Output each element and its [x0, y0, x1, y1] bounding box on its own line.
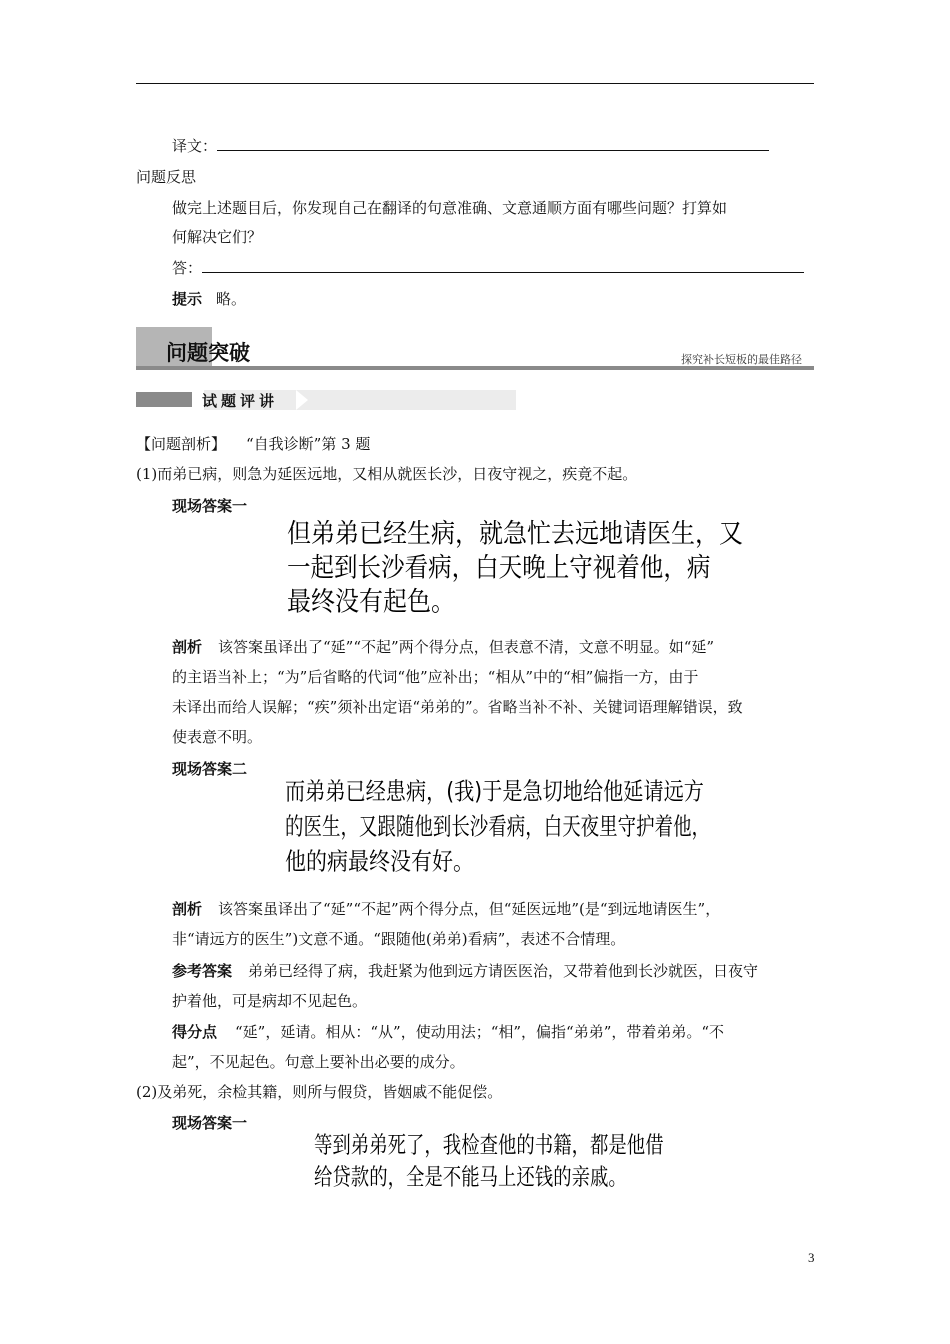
- q1-answer2-label: 现场答案二: [172, 760, 248, 778]
- q1-critique2-line-1: [172, 899, 720, 919]
- answer-label: 答：: [172, 259, 203, 277]
- subsection-dark-block: [136, 392, 192, 407]
- handwriting-line: 而弟弟已经患病，(我)于是急切地给他延请远方: [285, 777, 704, 806]
- hint-label: 提示: [172, 290, 203, 308]
- translation-label: 译文：: [172, 137, 218, 155]
- translation-blank[interactable]: [217, 136, 769, 151]
- points-label: 得分点: [172, 1023, 218, 1041]
- handwriting-line: 但弟弟已经生病，就急忙去远地请医生，又: [287, 517, 743, 550]
- q1-ref-line-2: 护着他，可是病却不见起色。: [172, 992, 368, 1010]
- q1-answer1-label: 现场答案一: [172, 497, 248, 515]
- section-subtitle: 探究补长短板的最佳路径: [681, 353, 802, 366]
- q1-answer2-handwriting: [285, 777, 768, 876]
- reflection-question-line-2: 何解决它们？: [172, 228, 263, 246]
- q1-critique1-line-1: [172, 637, 714, 657]
- q1-critique1-line-2: 的主语当补上；“为”后省略的代词“他”应补出；“相从”中的“相”偏指一方，由于: [172, 668, 699, 686]
- critique2-label: 剖析: [172, 900, 203, 918]
- q1-critique1-line-3: 未译出而给人误解；“疾”须补出定语“弟弟的”。省略当补不补、关键词语理解错误，致: [172, 698, 743, 716]
- q1-answer1-handwriting: [287, 517, 743, 618]
- section-title: 问题突破: [166, 341, 250, 365]
- critique2-text: 该答案虽译出了“延”“不起”两个得分点，但“延医远地”(是“到远地请医生”，: [218, 900, 721, 918]
- analysis-tag: 【问题剖析】: [136, 435, 227, 453]
- q1-critique2-line-2: 非“请远方的医生”)文意不通。“跟随他(弟弟)看病”，表述不合情理。: [172, 930, 626, 948]
- q1-critique1-line-4: 使表意不明。: [172, 728, 263, 746]
- handwriting-line: 他的病最终没有好。: [285, 847, 474, 876]
- section-header: [136, 327, 814, 373]
- hint-text: 略。: [216, 290, 247, 308]
- q1-sentence: (1)而弟已病，则急为延医远地，又相从就医长沙，日夜守视之，疾竟不起。: [136, 465, 638, 483]
- points-text: “延”，延请。相从：“从”，使动用法；“相”，偏指“弟弟”，带着弟弟。“不: [235, 1023, 725, 1041]
- handwriting-line: 的医生，又跟随他到长沙看病，白天夜里守护着他，: [285, 812, 711, 841]
- answer-line: [172, 258, 804, 278]
- page-number: 3: [808, 1250, 815, 1265]
- subsection-title: 试题评讲: [202, 392, 279, 410]
- arrow-icon: [296, 390, 308, 410]
- analysis-heading: [136, 434, 370, 454]
- section-rule: [136, 366, 814, 370]
- subsection-header: [136, 390, 516, 410]
- ref-answer-text: 弟弟已经得了病，我赶紧为他到远方请医医治，又带着他到长沙就医，日夜守: [248, 962, 759, 980]
- reflection-question-line-1: 做完上述题目后，你发现自己在翻译的句意准确、文意通顺方面有哪些问题？打算如: [172, 199, 728, 217]
- q2-sentence: (2)及弟死，余检其籍，则所与假贷，皆姻戚不能促偿。: [136, 1083, 503, 1101]
- q1-points-line-2: 起”，不见起色。句意上要补出必要的成分。: [172, 1053, 465, 1071]
- header-rule: [136, 83, 814, 84]
- handwriting-line: 等到弟弟死了，我检查他的书籍，都是他借: [314, 1130, 664, 1159]
- critique1-text: 该答案虽译出了“延”“不起”两个得分点，但表意不清，文意不明显。如“延”: [218, 638, 715, 656]
- critique1-label: 剖析: [172, 638, 203, 656]
- translation-line: [172, 136, 769, 156]
- reflection-heading: 问题反思: [136, 168, 197, 186]
- q2-answer1-label: 现场答案一: [172, 1114, 248, 1132]
- ref-answer-label: 参考答案: [172, 962, 233, 980]
- handwriting-line: 一起到长沙看病，白天晚上守视着他，病: [287, 551, 711, 584]
- handwriting-line: 最终没有起色。: [287, 585, 455, 618]
- answer-blank[interactable]: [202, 258, 804, 273]
- handwriting-line: 给贷款的，全是不能马上还钱的亲戚。: [314, 1162, 627, 1191]
- q1-ref-line-1: [172, 961, 758, 981]
- q2-answer1-handwriting: [314, 1130, 694, 1191]
- hint-line: [172, 289, 246, 309]
- analysis-ref: “自我诊断”第 3 题: [246, 435, 371, 453]
- q1-points-line-1: [172, 1022, 724, 1042]
